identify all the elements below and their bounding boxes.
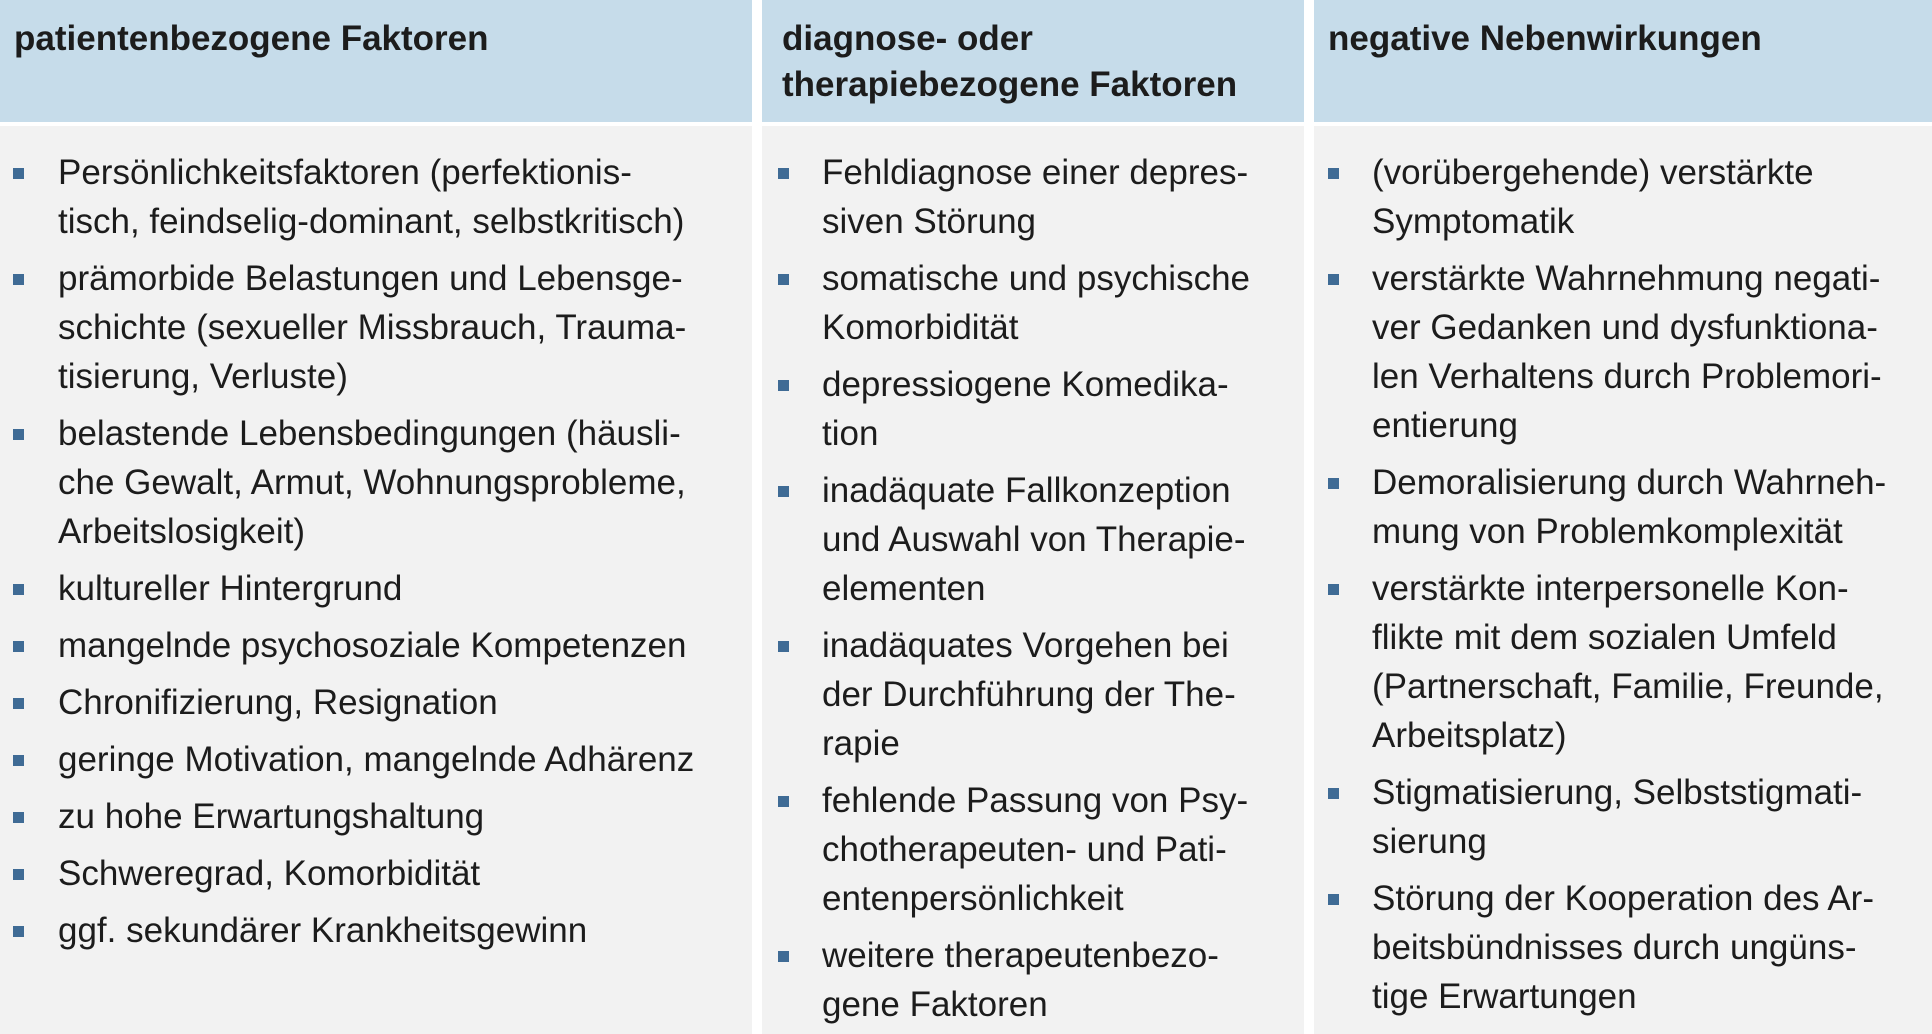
list-item-line: Symptomatik [1372, 202, 1575, 241]
list-item-line: Persönlichkeitsfaktoren (perfektionis- [58, 153, 632, 192]
list-item-line: zu hohe Erwartungshaltung [58, 797, 485, 836]
square-bullet-icon [13, 641, 24, 652]
square-bullet-icon [778, 486, 789, 497]
list-item [1314, 874, 1932, 1021]
list-item-line: fehlende Passung von Psy- [822, 781, 1249, 820]
list-item [762, 621, 1298, 768]
list-item-line: ver Gedanken und dysfunktiona- [1372, 308, 1878, 347]
list-item-line: und Auswahl von Therapie- [822, 520, 1246, 559]
list-item [0, 621, 746, 670]
list-item-line: Demoralisierung durch Wahrneh- [1372, 463, 1887, 502]
list-item-line: Chronifizierung, Resignation [58, 683, 498, 722]
list-item-line: elementen [822, 569, 986, 608]
square-bullet-icon [1328, 788, 1339, 799]
list-item-line: tige Erwartungen [1372, 977, 1637, 1016]
list-item-line: mangelnde psychosoziale Kompetenzen [58, 626, 687, 665]
square-bullet-icon [778, 168, 789, 179]
list-item [1314, 148, 1932, 246]
patient-factors-list [0, 148, 746, 955]
list-item-line: verstärkte interpersonelle Kon- [1372, 569, 1849, 608]
square-bullet-icon [778, 796, 789, 807]
list-item [1314, 564, 1932, 760]
list-item-line: der Durchführung der The- [822, 675, 1236, 714]
list-item-line: verstärkte Wahrnehmung negati- [1372, 259, 1881, 298]
list-item-line: entenpersönlichkeit [822, 879, 1124, 918]
list-item-line: entierung [1372, 406, 1518, 445]
list-item-line: Komorbidität [822, 308, 1019, 347]
list-item [0, 678, 746, 727]
header-line: patientenbezogene Faktoren [14, 19, 489, 58]
list-item-line: inadäquates Vorgehen bei [822, 626, 1229, 665]
list-item-line: sierung [1372, 822, 1487, 861]
square-bullet-icon [13, 168, 24, 179]
list-item-line: depressiogene Komedika- [822, 365, 1229, 404]
list-item-line: (vorübergehende) verstärkte [1372, 153, 1814, 192]
negative-side-effects-list [1314, 148, 1932, 1021]
diagnosis-therapy-factors-list [762, 148, 1298, 1029]
square-bullet-icon [778, 641, 789, 652]
list-item-line: kultureller Hintergrund [58, 569, 403, 608]
list-item [762, 466, 1298, 613]
list-item-line: schichte (sexueller Missbrauch, Trauma- [58, 308, 687, 347]
square-bullet-icon [1328, 274, 1339, 285]
square-bullet-icon [778, 274, 789, 285]
column-negative-side-effects [1314, 122, 1932, 1034]
list-item-line: Arbeitsplatz) [1372, 716, 1567, 755]
list-item [762, 360, 1298, 458]
square-bullet-icon [1328, 584, 1339, 595]
list-item-line: tisch, feindselig-dominant, selbstkritisch) [58, 202, 685, 241]
list-item [762, 931, 1298, 1029]
list-item-line: geringe Motivation, mangelnde Adhärenz [58, 740, 695, 779]
header-line: therapiebezogene Faktoren [782, 65, 1238, 104]
list-item-line: inadäquate Fallkonzeption [822, 471, 1231, 510]
list-item [762, 254, 1298, 352]
list-item-line: tion [822, 414, 879, 453]
list-item-line: somatische und psychische [822, 259, 1250, 298]
square-bullet-icon [778, 951, 789, 962]
square-bullet-icon [1328, 478, 1339, 489]
list-item-line: weitere therapeutenbezo- [822, 936, 1219, 975]
square-bullet-icon [13, 869, 24, 880]
header-negative-side-effects [1314, 0, 1932, 122]
square-bullet-icon [778, 380, 789, 391]
list-item-line: Stigmatisierung, Selbststigmati- [1372, 773, 1863, 812]
list-item [0, 564, 746, 613]
list-item [1314, 458, 1932, 556]
list-item-line: len Verhaltens durch Problemori- [1372, 357, 1882, 396]
square-bullet-icon [1328, 168, 1339, 179]
list-item-line: flikte mit dem sozialen Umfeld [1372, 618, 1837, 657]
list-item [0, 849, 746, 898]
square-bullet-icon [13, 429, 24, 440]
list-item-line: ggf. sekundärer Krankheitsgewinn [58, 911, 588, 950]
list-item-line: belastende Lebensbedingungen (häusli- [58, 414, 681, 453]
list-item [1314, 254, 1932, 450]
header-line: negative Nebenwirkungen [1328, 19, 1762, 58]
list-item [0, 254, 746, 401]
list-item-line: (Partnerschaft, Familie, Freunde, [1372, 667, 1884, 706]
list-item [0, 148, 746, 246]
list-item [0, 735, 746, 784]
square-bullet-icon [13, 812, 24, 823]
list-item-line: beitsbündnisses durch ungüns- [1372, 928, 1857, 967]
column-diagnosis-therapy-factors [762, 122, 1304, 1034]
list-item-line: prämorbide Belastungen und Lebensge- [58, 259, 683, 298]
list-item-line: gene Faktoren [822, 985, 1048, 1024]
square-bullet-icon [13, 698, 24, 709]
header-patient-factors [0, 0, 752, 122]
header-diagnosis-therapy-factors [762, 0, 1304, 122]
column-patient-factors [0, 122, 752, 1034]
square-bullet-icon [1328, 894, 1339, 905]
list-item-line: mung von Problemkomplexität [1372, 512, 1843, 551]
square-bullet-icon [13, 584, 24, 595]
list-item [1314, 768, 1932, 866]
list-item [0, 409, 746, 556]
list-item-line: tisierung, Verluste) [58, 357, 348, 396]
list-item-line: che Gewalt, Armut, Wohnungsprobleme, [58, 463, 686, 502]
list-item-line: rapie [822, 724, 900, 763]
list-item-line: Störung der Kooperation des Ar- [1372, 879, 1874, 918]
list-item-line: chotherapeuten- und Pati- [822, 830, 1227, 869]
square-bullet-icon [13, 755, 24, 766]
list-item [762, 148, 1298, 246]
list-item-line: Arbeitslosigkeit) [58, 512, 306, 551]
square-bullet-icon [13, 274, 24, 285]
list-item [0, 906, 746, 955]
header-line: diagnose- oder [782, 19, 1033, 58]
square-bullet-icon [13, 926, 24, 937]
list-item [762, 776, 1298, 923]
list-item [0, 792, 746, 841]
list-item-line: Fehldiagnose einer depres- [822, 153, 1249, 192]
list-item-line: Schweregrad, Komorbidität [58, 854, 481, 893]
list-item-line: siven Störung [822, 202, 1037, 241]
